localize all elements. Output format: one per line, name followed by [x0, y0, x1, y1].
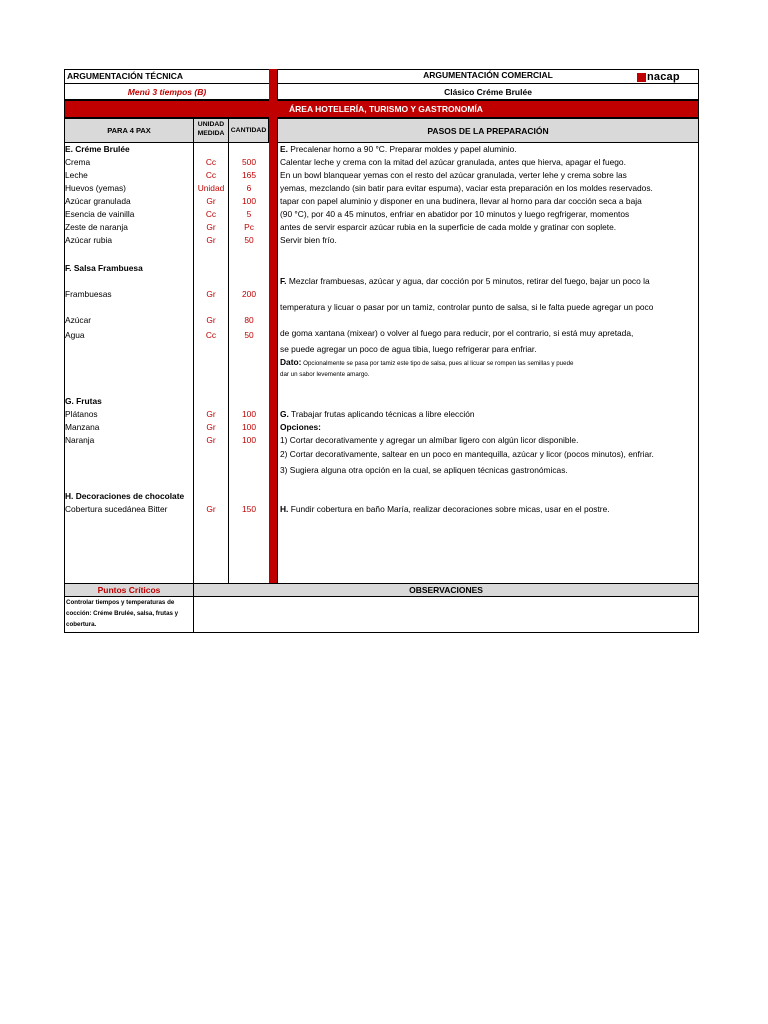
ingredient-name: Cobertura sucedánea Bitter: [65, 504, 168, 514]
ingredient-row: [65, 503, 265, 516]
section-g-title: G. Frutas: [65, 396, 102, 406]
ingredient-qty: 200: [242, 289, 256, 299]
ingredient-name: Azúcar: [65, 315, 92, 325]
critical-title: Puntos Críticos: [97, 585, 161, 595]
ingredient-qty: 6: [246, 183, 252, 193]
step-line: 3) Sugiera alguna otra opción en la cual, se apliquen técnicas gastronómicas.: [280, 465, 568, 475]
ingredient-qty: 50: [244, 330, 254, 340]
ingredient-name: Esencia de vainilla: [65, 209, 135, 219]
ingredient-row: [65, 408, 265, 421]
ingredient-row: [65, 314, 265, 327]
ingredient-unit: Unidad: [197, 183, 225, 193]
col-header-pax: PARA 4 PAX: [107, 126, 151, 135]
step-letter: G.: [280, 409, 289, 419]
ingredient-unit: Cc: [205, 330, 217, 340]
step-text: Mezclar frambuesas, azúcar y agua, dar cocción por 5 minutos, retirar del fuego, bajar un poco la: [286, 276, 650, 286]
step-line: Opciones:: [280, 422, 321, 432]
ingredient-unit: Gr: [206, 222, 216, 232]
step-letter: F.: [280, 276, 287, 286]
ingredient-unit: Gr: [206, 289, 216, 299]
step-line: antes de servir esparcir azúcar rubia en la superficie de cada molde y gratinar con soplete.: [280, 222, 617, 232]
ingredient-qty: 5: [246, 209, 252, 219]
step-letter: E.: [280, 144, 288, 154]
ingredient-unit: Cc: [205, 157, 217, 167]
step-line: tapar con papel aluminio y disponer en una budinera, llevar al horno para dar cocción seca a baja: [280, 196, 642, 206]
observations-cell: [193, 596, 699, 633]
ingredient-unit: Gr: [206, 196, 216, 206]
ingredient-qty: Pc: [244, 222, 254, 232]
ingredient-unit: Cc: [205, 170, 217, 180]
step-text: Trabajar frutas aplicando técnicas a libre elección: [288, 409, 475, 419]
ingredient-qty: 165: [242, 170, 256, 180]
col-header-steps: PASOS DE LA PREPARACIÓN: [427, 126, 549, 136]
col-header-qty: CANTIDAD: [230, 127, 267, 134]
step-line: temperatura y licuar o pasar por un tamiz, controlar punto de salsa, si le falta puede agregar un poco: [280, 302, 654, 312]
step-line: [280, 408, 700, 421]
ingredient-name: Naranja: [65, 435, 95, 445]
step-line: 1) Cortar decorativamente y agregar un almíbar ligero con algún licor disponible.: [280, 435, 579, 445]
dish-title: Clásico Créme Brulée: [444, 87, 532, 97]
step-line: [280, 143, 700, 156]
logo-text: nacap: [647, 71, 680, 83]
ingredient-row: [65, 234, 265, 247]
step-line: yemas, mezclando (sin batir para evitar espuma), vaciar esta preparación en los moldes reservados.: [280, 183, 653, 193]
step-line: Servir bien frío.: [280, 235, 337, 245]
ingredient-row: [65, 221, 265, 234]
ingredient-name: Crema: [65, 157, 91, 167]
area-title: ÁREA HOTELERÍA, TURISMO Y GASTRONOMÍA: [289, 104, 483, 114]
ingredient-row: [65, 329, 265, 342]
step-line: [280, 356, 700, 369]
logo-square-icon: [637, 73, 646, 82]
ingredient-qty: 500: [242, 157, 256, 167]
left-title: ARGUMENTACIÓN TÉCNICA: [67, 71, 184, 81]
section-e-title: E. Créme Brulée: [65, 144, 130, 154]
ingredient-unit: Gr: [206, 422, 216, 432]
section-h-title: H. Decoraciones de chocolate: [65, 491, 185, 501]
critical-text-line: cobertura.: [66, 621, 97, 628]
ingredient-qty: 80: [244, 315, 254, 325]
ingredient-row: [65, 421, 265, 434]
observations-title: OBSERVACIONES: [409, 585, 483, 595]
ingredient-unit: Gr: [206, 435, 216, 445]
ingredient-row: [65, 156, 265, 169]
ingredient-qty: 150: [242, 504, 256, 514]
ingredient-name: Azúcar rubia: [65, 235, 113, 245]
step-text: Precalenar horno a 90 °C. Preparar moldes y papel aluminio.: [287, 144, 517, 154]
step-text: Fundir cobertura en baño María, realizar decoraciones sobre micas, usar en el postre.: [288, 504, 610, 514]
ingredient-name: Leche: [65, 170, 88, 180]
dato-label: Dato:: [280, 357, 302, 367]
ingredient-unit: Gr: [206, 315, 216, 325]
step-letter: H.: [280, 504, 289, 514]
ingredient-unit: Gr: [206, 235, 216, 245]
ingredient-unit: Gr: [206, 504, 216, 514]
step-line: dar un sabor levemente amargo.: [280, 371, 370, 378]
ingredient-qty: 100: [242, 196, 256, 206]
critical-text-line: Controlar tiempos y temperaturas de: [66, 599, 175, 606]
section-f-title: F. Salsa Frambuesa: [65, 263, 143, 273]
ingredient-row: [65, 208, 265, 221]
ingredient-name: Zeste de naranja: [65, 222, 128, 232]
red-divider: [269, 69, 277, 584]
step-line: En un bowl blanquear yemas con el resto del azúcar granulada, verter lehe y crema sobre las: [280, 170, 627, 180]
inacap-logo: [637, 71, 680, 83]
ingredient-row: [65, 182, 265, 195]
ingredient-qty: 50: [244, 235, 254, 245]
ingredient-qty: 100: [242, 409, 256, 419]
ingredient-name: Frambuesas: [65, 289, 112, 299]
ingredient-unit: Gr: [206, 409, 216, 419]
ingredient-name: Agua: [65, 330, 85, 340]
step-line: (90 °C), por 40 a 45 minutos, enfriar en abatidor por 10 minutos y luego regfrigerar, momentos: [280, 209, 630, 219]
ingredient-qty: 100: [242, 435, 256, 445]
step-line: Calentar leche y crema con la mitad del azúcar granulada, antes que hierva, apagar el fuego.: [280, 157, 626, 167]
ingredient-row: [65, 169, 265, 182]
ingredient-name: Azúcar granulada: [65, 196, 131, 206]
ingredient-unit: Cc: [205, 209, 217, 219]
dato-text: Opcionalmente se pasa por tamiz este tipo de salsa, pues al licuar se rompen las semillas y puede: [301, 360, 574, 367]
step-line: [280, 503, 700, 516]
critical-text-line: cocción: Créme Brulée, salsa, frutas y: [66, 610, 179, 617]
ingredient-name: Plátanos: [65, 409, 98, 419]
ingredient-qty: 100: [242, 422, 256, 432]
ingredient-name: Huevos (yemas): [65, 183, 126, 193]
col-header-unit: UNIDAD MEDIDA: [197, 121, 225, 137]
step-line: se puede agregar un poco de agua tibia, luego refrigerar para enfriar.: [280, 344, 537, 354]
ingredient-row: [65, 434, 265, 447]
step-line: 2) Cortar decorativamente, saltear en un poco en mantequilla, azúcar y licor (pocos minutos), enfriar.: [280, 449, 654, 459]
right-title: ARGUMENTACIÓN COMERCIAL: [423, 70, 553, 80]
ingredient-row: [65, 288, 265, 301]
step-line: [280, 275, 700, 288]
ingredient-name: Manzana: [65, 422, 100, 432]
ingredient-row: [65, 195, 265, 208]
step-line: de goma xantana (mixear) o volver al fuego para reducir, por el contrario, si está muy apretada,: [280, 328, 634, 338]
menu-title: Menú 3 tiempos (B): [127, 87, 207, 97]
